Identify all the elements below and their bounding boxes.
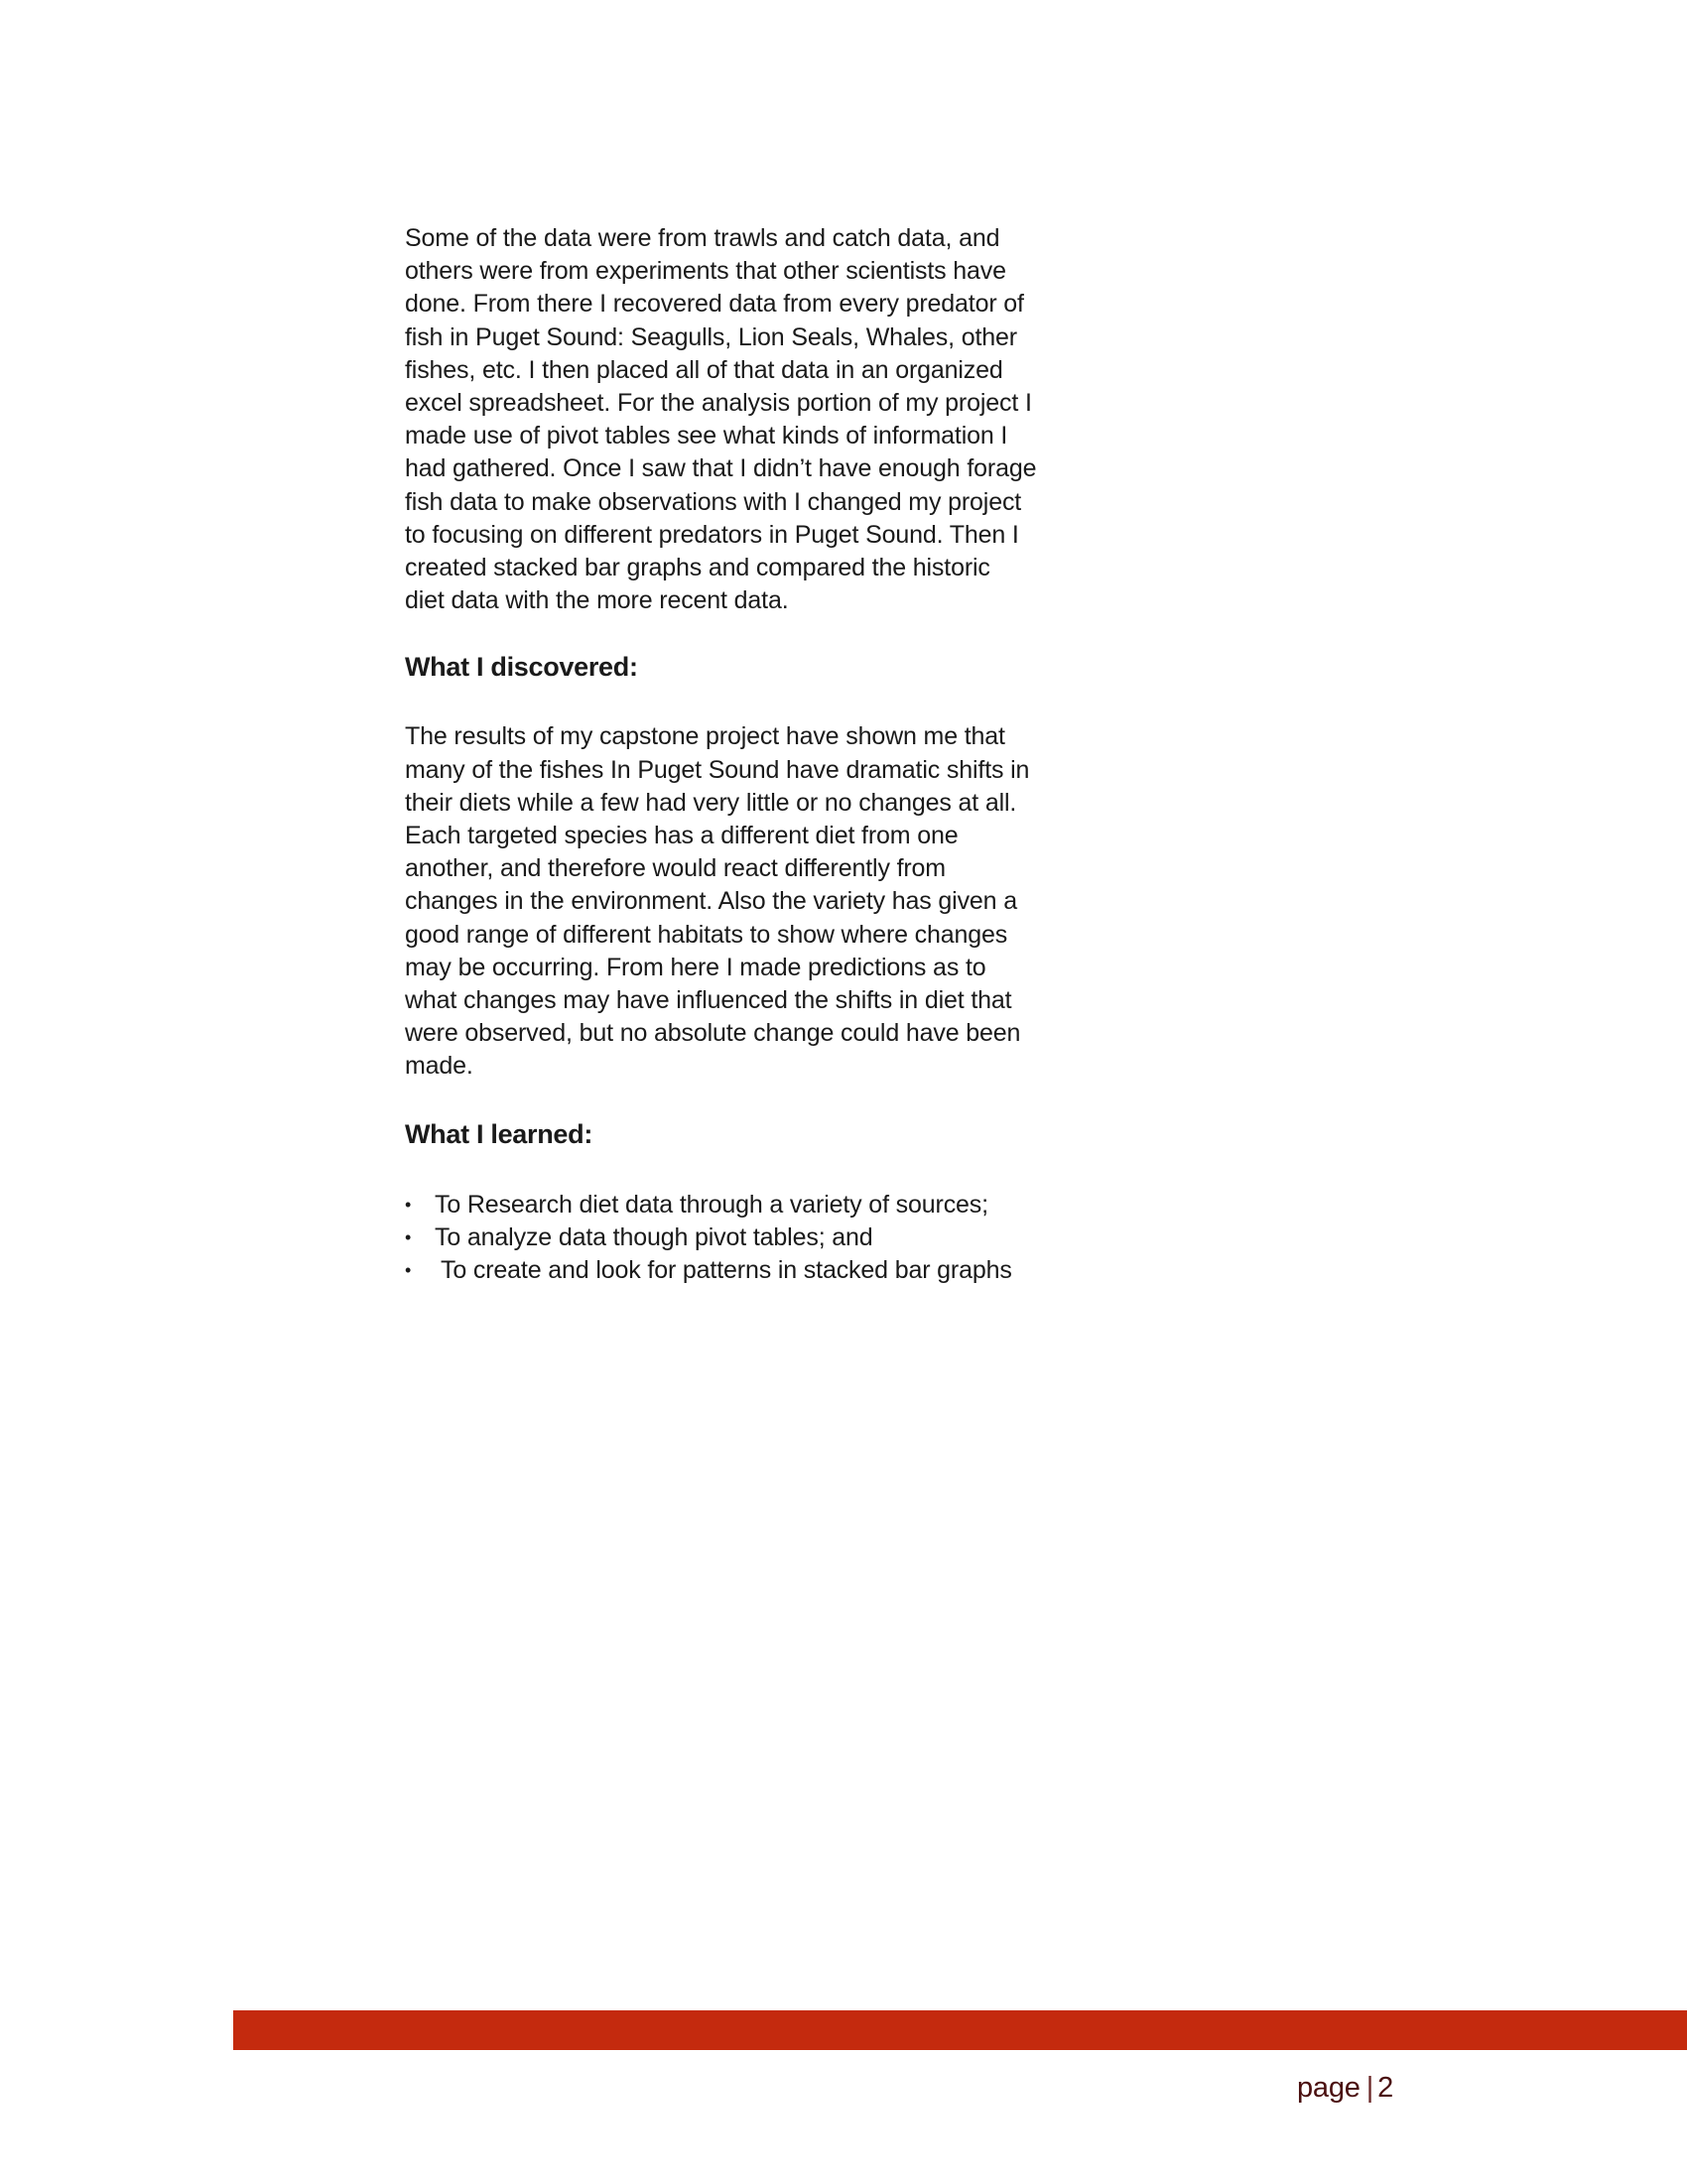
page-number-value: 2	[1377, 2072, 1393, 2104]
learned-list	[405, 1189, 1080, 1288]
list-item	[405, 1189, 1080, 1221]
intro-paragraph: Some of the data were from trawls and catch data, and others were from experiments that other scientists have done. From there I recovered data from every predator of fish in Puget Sound: Seagulls, Lion Seals, Whales, other fishes, etc. I then placed all of that data in an organized excel spreadsheet. For the analysis portion of my project I made use of pivot tables see what kinds of information I had gathered. Once I saw that I didn’t have enough forage fish data to make observations with I changed my project to focusing on different predators in Puget Sound. Then I created stacked bar graphs and compared the historic diet data with the more recent data.	[405, 224, 1037, 615]
discovered-paragraph: The results of my capstone project have shown me that many of the fishes In Puget Sound have dramatic shifts in their diets while a few had very little or no changes at all. Each targeted species has a different diet from one another, and therefore would react differently from changes in the environment. Also the variety has given a good range of different habitats to show where changes may be occurring. From here I made predictions as to what changes may have influenced the shifts in diet that were observed, but no absolute change could have been made.	[405, 722, 1030, 1081]
bullet-icon: •	[405, 1260, 412, 1281]
bullet-icon: •	[405, 1194, 412, 1215]
learned-heading: What I learned:	[405, 1118, 593, 1149]
page-label: page	[1297, 2072, 1361, 2104]
list-item	[405, 1254, 1080, 1287]
bullet-icon: •	[405, 1226, 412, 1247]
list-item-text: To create and look for patterns in stacked bar graphs	[441, 1256, 1012, 1285]
list-item-text: To Research diet data through a variety of sources;	[435, 1190, 988, 1219]
page-number	[1297, 2070, 1393, 2106]
footer-accent-bar	[233, 2010, 1687, 2050]
list-item-text: To analyze data though pivot tables; and	[435, 1222, 873, 1251]
discovered-heading: What I discovered:	[405, 652, 638, 683]
list-item	[405, 1221, 1080, 1254]
page-separator: |	[1365, 2072, 1374, 2104]
document-body	[405, 222, 1080, 1287]
